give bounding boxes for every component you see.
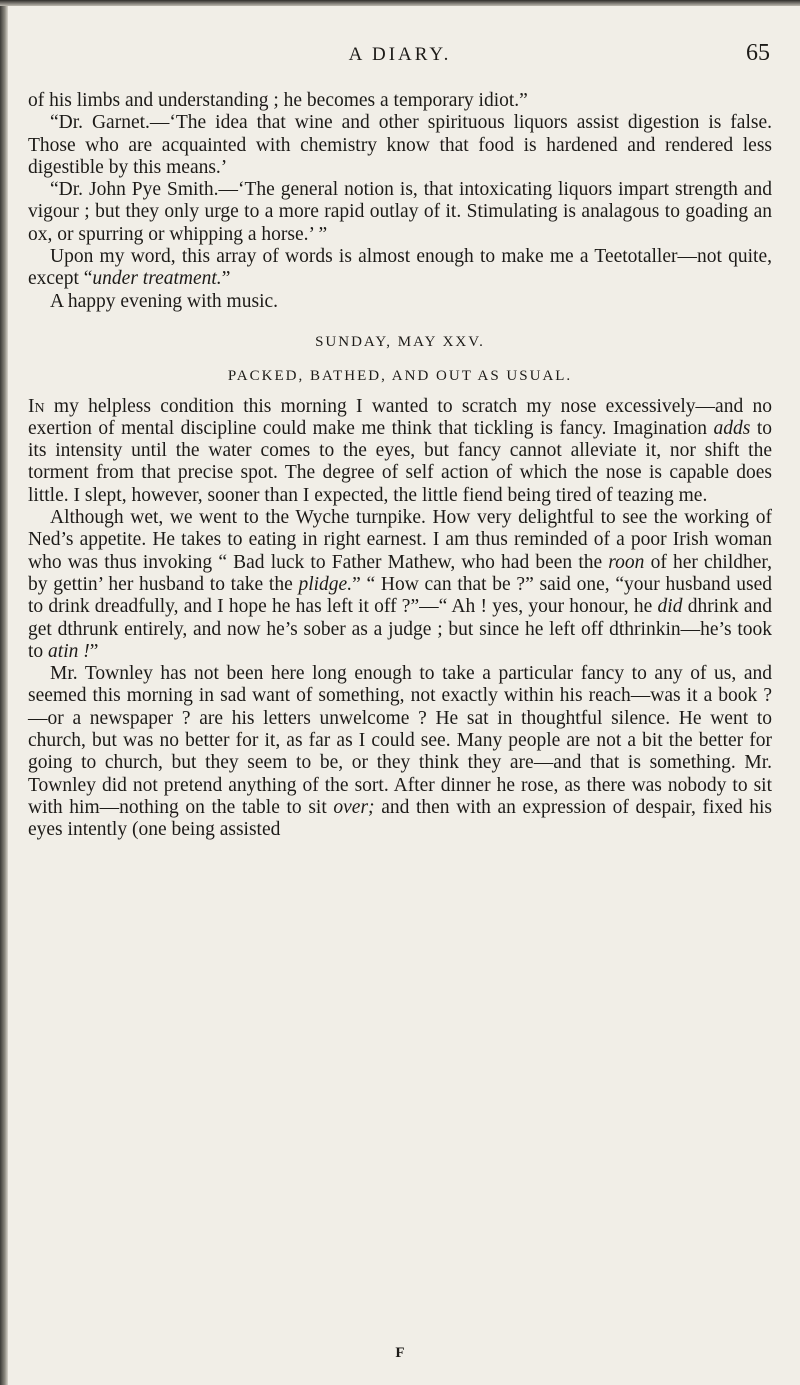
page-top-edge bbox=[0, 0, 800, 6]
binding-gutter bbox=[0, 0, 8, 1385]
paragraph-wyche bbox=[28, 507, 772, 663]
italic-text: did bbox=[657, 596, 683, 618]
dropcap-word: In bbox=[28, 395, 45, 417]
text-run: Although wet, we went to the Wyche turnpike. How very delightful to see the working of Ned’s appetite. He takes to eating in right earnest. I am thus reminded of a poor Irish woman who was thus invoking “ Bad luck to Father Mathew, who had been the bbox=[28, 507, 772, 573]
paragraph-quote: of his limbs and understanding ; he becomes a temporary idiot.” bbox=[28, 90, 528, 111]
text-run: ” “ How can that be ?” said one, “your husband used to drink dreadfully, and I hope he has left it off ?”—“ Ah ! yes, your honour, he bbox=[28, 573, 772, 618]
paragraph-quote: “Dr. Garnet.—‘The idea that wine and other spirituous liquors assist digestion is false. Those who are acquainted with chemistry know that food is hardened and rendered less digestible by this means.’ bbox=[28, 112, 772, 178]
text-run: ” bbox=[221, 268, 231, 290]
italic-text: over; bbox=[333, 796, 375, 818]
text-run: to its intensity until the water comes to the eyes, but fancy cannot alleviate it, nor shift the torment from that precise spot. The degree of self action of which the nose is capable does little. I slept, however, sooner than I expected, the little fiend being tired of teazing me. bbox=[28, 417, 772, 506]
text-run: my helpless condition this morning I wanted to scratch my nose excessively—and no exertion of mental discipline could make me think that tickling is fancy. Imagination bbox=[28, 395, 772, 439]
italic-text: atin ! bbox=[48, 640, 90, 662]
running-head bbox=[0, 40, 800, 74]
paragraph-teetotaller bbox=[28, 246, 772, 291]
opening-paragraphs bbox=[28, 90, 772, 246]
italic-text: plidge. bbox=[298, 573, 353, 595]
signature-mark: F bbox=[395, 1345, 405, 1361]
italic-text: roon bbox=[608, 551, 645, 573]
text-run: and then with an expression of despair, fixed his eyes intently (one being assisted bbox=[28, 796, 772, 841]
text-run: ” bbox=[89, 640, 99, 662]
text-run: dhrink and get dthrunk entirely, and now he’s sober as a judge ; but since he left off dthrinkin—he’s took to bbox=[28, 596, 772, 662]
paragraph-quote: “Dr. John Pye Smith.—‘The general notion is, that intoxicating liquors impart strength and vigour ; but they only urge to a more rapid outlay of it. Stimulating is analagous to goading an ox, or spurring or whipping a horse.’ ” bbox=[28, 179, 772, 245]
paragraph-scratch bbox=[28, 396, 772, 507]
text-run: of her childher, by gettin’ her husband to take the bbox=[28, 551, 772, 595]
entry-date-heading: SUNDAY, MAY XXV. bbox=[315, 333, 485, 350]
text-run: Upon my word, this array of words is almost enough to make me a Teetotaller—not quite, except “ bbox=[28, 246, 772, 290]
text-run: Mr. Townley has not been here long enough to take a particular fancy to any of us, and seemed this morning in sad want of something, not exactly within his reach—was it a book ?—or a newspaper ? are his letters unwelcome ? He sat in thoughtful silence. He went to church, but was no better for it, as far as I could see. Many people are not a bit the better for going to church, but they seem to be, or they think they are—and that is something. Mr. Townley did not pretend anything of the sort. After dinner he rose, as there was nobody to sit with him—nothing on the table to sit bbox=[28, 663, 772, 818]
italic-text: adds bbox=[713, 417, 751, 439]
entry-subheading: PACKED, BATHED, AND OUT AS USUAL. bbox=[227, 368, 573, 385]
paragraph-townley bbox=[28, 663, 772, 841]
paragraph-evening: A happy evening with music. bbox=[50, 290, 279, 312]
page-number: 65 bbox=[746, 40, 770, 66]
italic-text: under treatment. bbox=[92, 268, 222, 290]
running-title: A DIARY. bbox=[348, 44, 452, 65]
page-body bbox=[28, 90, 772, 842]
